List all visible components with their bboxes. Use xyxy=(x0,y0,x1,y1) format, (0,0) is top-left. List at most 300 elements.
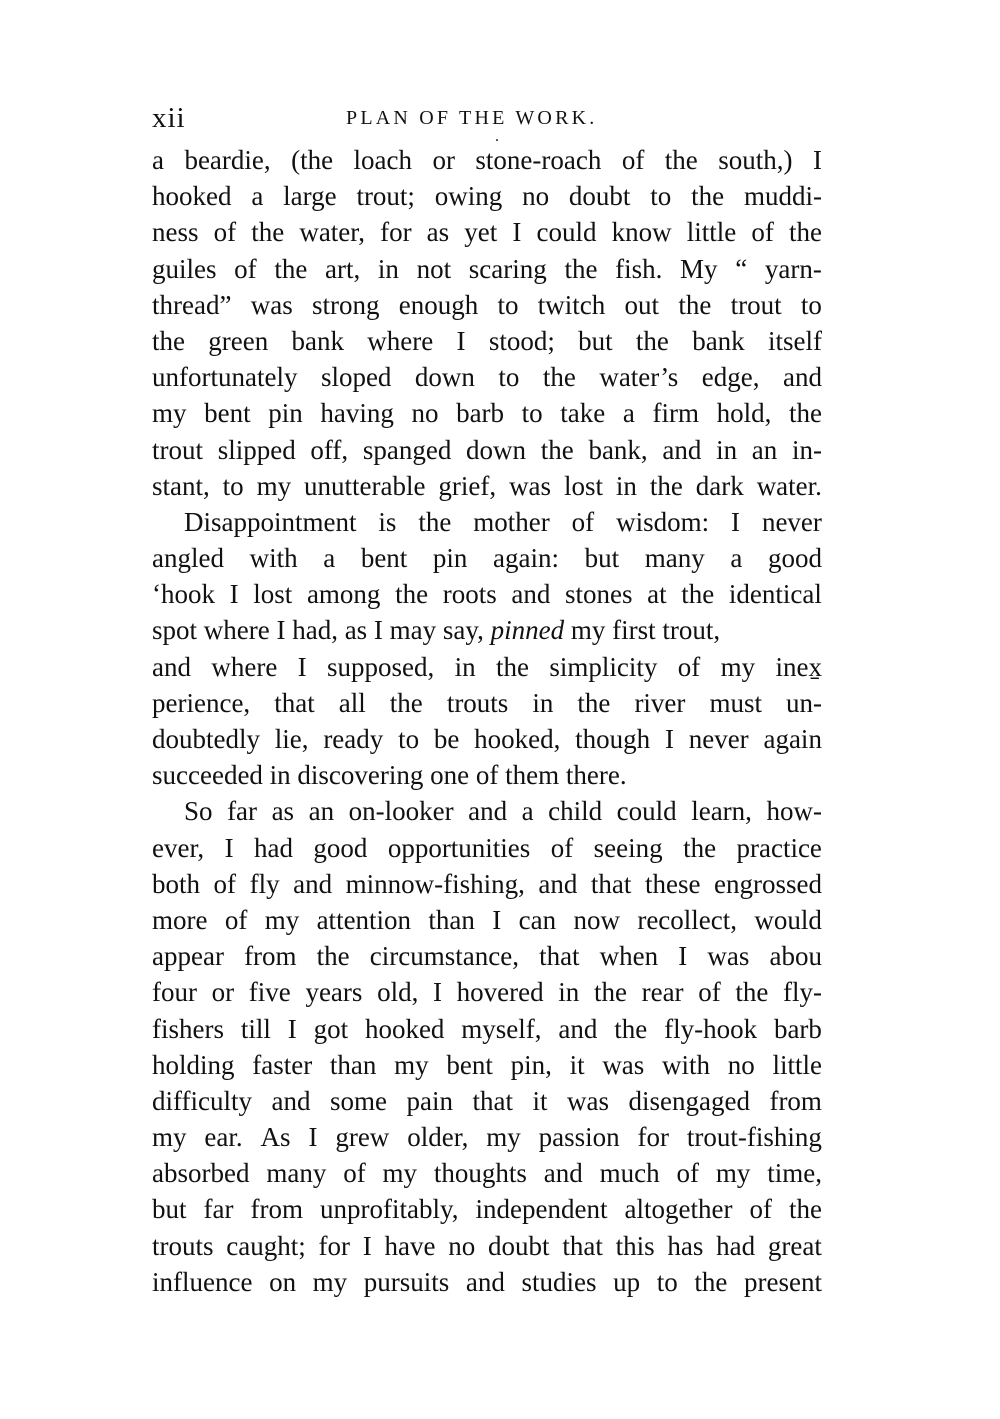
word: un- xyxy=(785,687,822,718)
text-line xyxy=(152,1083,822,1119)
word: stones xyxy=(564,579,633,610)
word: wisdom: xyxy=(616,506,710,537)
word: down xyxy=(414,362,475,393)
word: was xyxy=(509,470,552,501)
word: was xyxy=(566,1085,609,1116)
word: the xyxy=(496,651,530,682)
word: than xyxy=(329,1049,377,1080)
word: hovered xyxy=(456,977,544,1008)
word: the xyxy=(389,687,423,718)
word: many xyxy=(644,543,705,574)
word: guiles xyxy=(152,253,217,284)
word: fly-hook xyxy=(664,1013,758,1044)
word: fish. xyxy=(615,253,663,284)
text-line xyxy=(152,830,822,866)
word: on xyxy=(269,1266,297,1297)
word: more xyxy=(152,904,208,935)
word: of xyxy=(550,832,574,863)
text-line xyxy=(152,395,822,431)
text-run: spot where I had, as I may say, xyxy=(152,615,491,646)
word: had xyxy=(716,1230,756,1261)
word: rear xyxy=(641,977,684,1008)
word: from xyxy=(244,941,297,972)
word: absorbed xyxy=(152,1158,250,1189)
word: these xyxy=(644,868,701,899)
word: trout; xyxy=(356,181,415,212)
word: that xyxy=(590,868,632,899)
word: bank xyxy=(291,325,345,356)
text-line xyxy=(152,287,822,323)
word: no xyxy=(411,398,439,429)
word: the xyxy=(274,253,308,284)
word: of xyxy=(621,145,645,175)
word: a xyxy=(152,145,164,175)
word: pin, xyxy=(510,1049,552,1080)
word: no xyxy=(522,181,550,212)
word: doubtedly xyxy=(152,724,260,754)
word: bank, xyxy=(588,434,648,465)
word: at xyxy=(647,579,667,610)
word: my xyxy=(256,470,292,501)
word: is xyxy=(378,506,397,537)
word: and xyxy=(782,362,822,393)
word: of xyxy=(749,1194,772,1225)
word: ready xyxy=(323,724,384,754)
word: far xyxy=(203,1194,234,1225)
italic-word: pinned xyxy=(490,615,565,646)
text-line xyxy=(152,757,822,793)
word: in xyxy=(454,651,476,682)
word: I xyxy=(308,1122,318,1153)
word: and xyxy=(511,579,551,610)
word: and xyxy=(558,1013,598,1044)
word: got xyxy=(313,1013,349,1044)
word: fly- xyxy=(783,977,822,1008)
word: take xyxy=(560,398,606,429)
word: edge, xyxy=(701,362,760,393)
word: perience, xyxy=(152,687,251,718)
word: where xyxy=(367,325,434,356)
word: stone-roach xyxy=(475,145,602,175)
word: of xyxy=(571,506,595,537)
word: I xyxy=(224,832,234,863)
word: a xyxy=(622,398,635,429)
word: hooked, xyxy=(474,724,561,754)
text-line xyxy=(152,612,822,648)
word: have xyxy=(384,1230,436,1261)
word: the xyxy=(788,398,822,429)
word: I xyxy=(229,579,239,610)
word: disengaged xyxy=(628,1085,750,1116)
word: minnow-fishing, xyxy=(345,868,525,899)
word: good xyxy=(767,543,822,574)
word: to xyxy=(497,289,519,320)
text-line xyxy=(152,142,822,178)
word: as xyxy=(426,217,450,248)
word: a xyxy=(730,543,743,574)
word: influence xyxy=(152,1266,253,1297)
word: had xyxy=(253,832,293,863)
word: bent xyxy=(204,398,251,429)
word: that xyxy=(274,687,315,718)
word: to xyxy=(650,181,672,212)
word: to xyxy=(800,289,822,320)
word: and xyxy=(662,434,702,465)
word: my xyxy=(152,398,187,429)
word: be xyxy=(433,724,460,754)
word: again xyxy=(763,724,822,754)
text-line xyxy=(152,649,822,685)
text-line xyxy=(152,793,822,829)
word: barb xyxy=(456,398,505,429)
text-line xyxy=(152,540,822,576)
word: my xyxy=(152,1122,187,1153)
word: on-looker xyxy=(348,796,454,827)
word: I xyxy=(432,977,442,1008)
page-number: xii xyxy=(152,102,186,134)
word: far xyxy=(227,796,258,827)
word: where xyxy=(211,651,278,682)
word: to xyxy=(498,362,520,393)
word: pin xyxy=(268,398,303,429)
word: a xyxy=(251,181,264,212)
word: an xyxy=(751,434,778,465)
word: grief, xyxy=(438,470,497,501)
word: ʻhook xyxy=(152,579,215,610)
word: I xyxy=(456,325,466,356)
word: I xyxy=(678,941,688,972)
word: an xyxy=(308,796,335,827)
word: would xyxy=(754,904,822,935)
word: has xyxy=(667,1230,704,1261)
word: roots xyxy=(442,579,497,610)
word: As xyxy=(260,1122,291,1153)
word: of xyxy=(676,1158,699,1189)
word: bank xyxy=(692,325,745,356)
word: from xyxy=(250,1194,303,1225)
text-line xyxy=(152,685,822,721)
word: of xyxy=(677,651,701,682)
running-head-mark: . xyxy=(495,128,499,145)
word: to xyxy=(398,724,420,754)
word: the xyxy=(614,1013,648,1044)
word: engrossed xyxy=(713,868,822,899)
word: from xyxy=(769,1085,822,1116)
word: a xyxy=(521,796,534,827)
word: of xyxy=(224,904,248,935)
word: the xyxy=(635,325,669,356)
word: many xyxy=(266,1158,327,1189)
word: the xyxy=(542,362,576,393)
word: both xyxy=(152,868,201,899)
word: and xyxy=(468,796,508,827)
word: the xyxy=(577,687,611,718)
word: and xyxy=(293,868,333,899)
word: of xyxy=(234,253,257,284)
word: with xyxy=(662,1049,711,1080)
word: So xyxy=(184,796,213,827)
word: itself xyxy=(767,325,822,356)
word: of xyxy=(343,1158,366,1189)
word: barb xyxy=(773,1013,822,1044)
word: my xyxy=(264,904,300,935)
word: pin xyxy=(432,543,468,574)
word: of xyxy=(751,217,774,248)
word: that xyxy=(539,941,580,972)
word: or xyxy=(211,977,235,1008)
text-line xyxy=(152,902,822,938)
word: thread” xyxy=(152,289,232,320)
word: bent xyxy=(446,1049,493,1080)
word: four xyxy=(152,977,197,1008)
word: angled xyxy=(152,543,224,574)
word: recollect, xyxy=(637,904,738,935)
word: I xyxy=(812,145,822,175)
word: fishers xyxy=(152,1013,224,1044)
word: Disappointment xyxy=(184,506,357,537)
word: the xyxy=(152,325,185,356)
word: child xyxy=(548,796,603,827)
word: ear. xyxy=(204,1122,243,1153)
word: I xyxy=(512,217,522,248)
word: grew xyxy=(335,1122,390,1153)
word: lost xyxy=(253,579,293,610)
text-line xyxy=(152,576,822,612)
word: yarn- xyxy=(764,253,822,284)
word: in- xyxy=(791,434,822,465)
word: present xyxy=(743,1266,822,1297)
word: practice xyxy=(736,832,822,863)
word: stant, xyxy=(152,470,210,501)
word: in xyxy=(377,253,399,284)
word: among xyxy=(306,579,381,610)
word: the xyxy=(395,579,429,610)
word: my xyxy=(720,651,756,682)
word: slipped xyxy=(217,434,296,465)
text-line xyxy=(152,251,822,287)
word: dark xyxy=(695,470,744,501)
text-line xyxy=(152,1011,822,1047)
word: know xyxy=(611,217,672,248)
word: all xyxy=(338,687,366,718)
word: bent xyxy=(360,543,408,574)
word: pursuits xyxy=(363,1266,450,1297)
word: though xyxy=(575,724,651,754)
word: out xyxy=(624,289,660,320)
word: I xyxy=(297,651,307,682)
word: identical xyxy=(728,579,822,610)
word: some xyxy=(329,1085,387,1116)
word: but xyxy=(578,325,613,356)
word: ness xyxy=(152,217,199,248)
word: it xyxy=(569,1049,585,1080)
word: years xyxy=(305,977,363,1008)
word: and xyxy=(271,1085,311,1116)
text-line xyxy=(152,1047,822,1083)
word: trout xyxy=(730,289,782,320)
word: unprofitably, xyxy=(320,1194,459,1225)
word: with xyxy=(249,543,298,574)
word: my xyxy=(312,1266,348,1297)
word: thoughts xyxy=(433,1158,527,1189)
word: when xyxy=(599,941,659,972)
text-run: my first trout, xyxy=(564,615,721,646)
word: of xyxy=(698,977,721,1008)
body-text xyxy=(152,142,822,1300)
word: doubt xyxy=(568,181,631,212)
text-line xyxy=(152,938,822,974)
word: attention xyxy=(316,904,412,935)
word: of xyxy=(213,868,237,899)
word: myself, xyxy=(461,1013,542,1044)
word: that xyxy=(562,1230,603,1261)
word: but xyxy=(152,1194,187,1225)
word: south,) xyxy=(718,145,793,175)
word: supposed, xyxy=(327,651,435,682)
word: and xyxy=(538,868,578,899)
word: that xyxy=(472,1085,513,1116)
text-line xyxy=(152,974,822,1010)
word: studies xyxy=(521,1266,597,1297)
word: muddi- xyxy=(743,181,822,212)
word: trout-fishing xyxy=(686,1122,822,1153)
word: off, xyxy=(310,434,349,465)
word: scaring xyxy=(468,253,547,284)
word: fly xyxy=(249,868,280,899)
word: I xyxy=(287,1013,297,1044)
word: in xyxy=(558,977,580,1008)
word: the xyxy=(735,977,769,1008)
word: firm xyxy=(652,398,699,429)
word: altogether xyxy=(624,1194,733,1225)
word: my xyxy=(486,1122,521,1153)
word: (the xyxy=(291,145,334,175)
word: but xyxy=(584,543,620,574)
word: old, xyxy=(377,977,419,1008)
word: doubt xyxy=(488,1230,550,1261)
word: large xyxy=(283,181,337,212)
word: or xyxy=(432,145,455,175)
word: older, xyxy=(407,1122,469,1153)
word: I xyxy=(731,506,741,537)
word: river xyxy=(634,687,686,718)
word: little xyxy=(686,217,737,248)
word: time, xyxy=(767,1158,822,1189)
word: appear xyxy=(152,941,224,972)
text-line xyxy=(152,721,822,757)
word: My xyxy=(680,253,718,284)
word: the xyxy=(649,470,683,501)
text-line xyxy=(152,1119,822,1155)
word: no xyxy=(448,1230,476,1261)
word: simplicity xyxy=(549,651,658,682)
word: I xyxy=(362,1230,372,1261)
word: and xyxy=(465,1266,505,1297)
word: the xyxy=(683,832,717,863)
word: water’s xyxy=(599,362,679,393)
word: water. xyxy=(756,470,822,501)
word: was xyxy=(707,941,750,972)
word: circumstance, xyxy=(369,941,519,972)
word: to xyxy=(222,470,244,501)
word: mother xyxy=(473,506,550,537)
word: for xyxy=(318,1230,351,1261)
word: inex̱ xyxy=(775,651,822,682)
word: never xyxy=(688,724,749,754)
word: art, xyxy=(325,253,361,284)
word: it xyxy=(532,1085,548,1116)
text-line xyxy=(152,432,822,468)
word: the xyxy=(251,217,285,248)
text-line xyxy=(152,1155,822,1191)
word: water, xyxy=(299,217,365,248)
text-line xyxy=(152,866,822,902)
running-head xyxy=(152,98,822,145)
word: than xyxy=(428,904,475,935)
word: and xyxy=(152,651,191,682)
word: the xyxy=(788,217,822,248)
text-line xyxy=(152,1191,822,1227)
word: opportunities xyxy=(387,832,531,863)
word: the xyxy=(564,253,598,284)
word: having xyxy=(320,398,394,429)
word: the xyxy=(540,434,574,465)
word: again: xyxy=(493,543,560,574)
word: a xyxy=(323,543,336,574)
word: to xyxy=(521,398,543,429)
word: hold, xyxy=(716,398,772,429)
word: I xyxy=(664,724,674,754)
word: was xyxy=(250,289,293,320)
word: could xyxy=(536,217,597,248)
word: the xyxy=(316,941,350,972)
word: stood; xyxy=(488,325,555,356)
word: sloped xyxy=(320,362,392,393)
word: lost xyxy=(563,470,603,501)
word: five xyxy=(248,977,291,1008)
word: great xyxy=(767,1230,822,1261)
word: down xyxy=(466,434,527,465)
word: twitch xyxy=(537,289,606,320)
word: could xyxy=(616,796,677,827)
word: caught; xyxy=(226,1230,306,1261)
text-line xyxy=(152,214,822,250)
word: trouts xyxy=(446,687,509,718)
word: the xyxy=(788,1194,822,1225)
word: seeing xyxy=(593,832,663,863)
word: difficulty xyxy=(152,1085,252,1116)
word: must xyxy=(709,687,762,718)
word: in xyxy=(532,687,554,718)
word: my xyxy=(394,1049,429,1080)
word: and xyxy=(543,1158,583,1189)
word: passion xyxy=(538,1122,620,1153)
word: trout xyxy=(152,434,203,465)
word: pain xyxy=(406,1085,453,1116)
word: in xyxy=(716,434,738,465)
word: how- xyxy=(766,796,822,827)
word: “ xyxy=(735,253,748,284)
word: not xyxy=(416,253,452,284)
word: in xyxy=(615,470,637,501)
text-line xyxy=(152,323,822,359)
word: of xyxy=(213,217,237,248)
word: for xyxy=(637,1122,670,1153)
text-line xyxy=(152,1264,822,1300)
word: abou xyxy=(769,941,822,972)
word: to xyxy=(656,1266,678,1297)
word: strong xyxy=(311,289,380,320)
